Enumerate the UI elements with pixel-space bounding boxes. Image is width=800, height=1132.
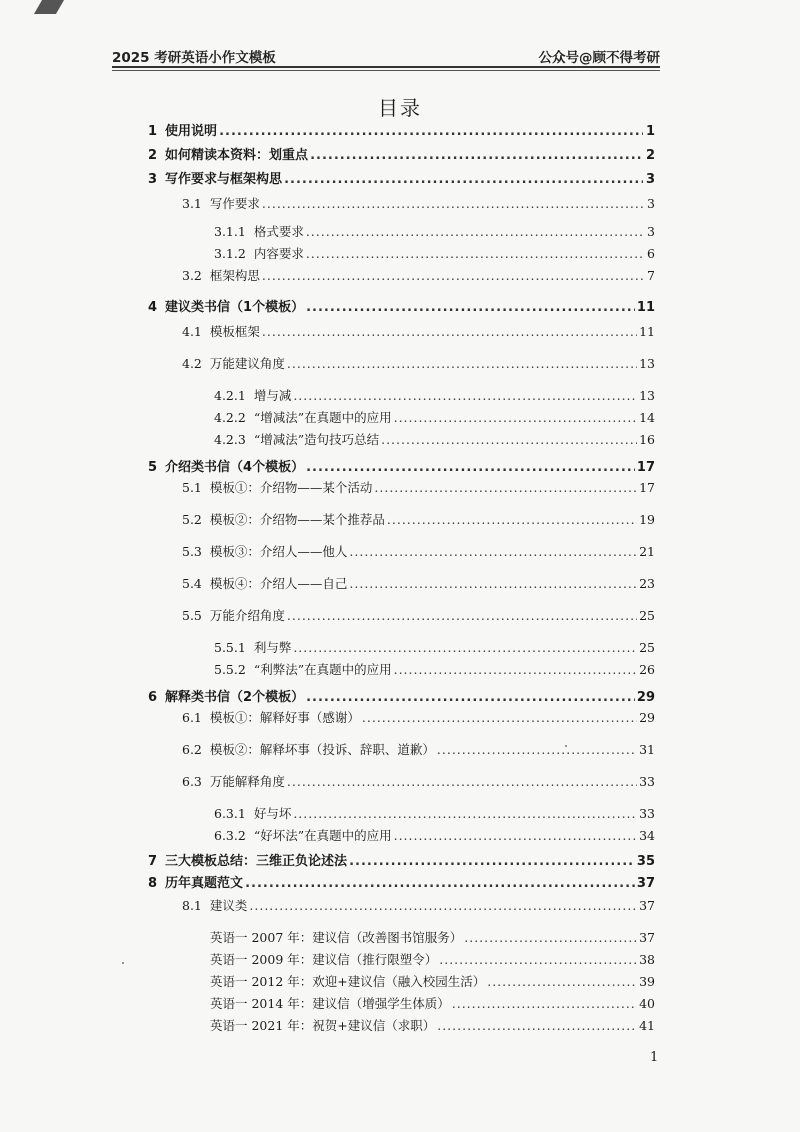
toc-entry[interactable]	[210, 1016, 655, 1036]
toc-entry-title: 模板③：介绍人——他人	[209, 544, 348, 559]
toc-leader-dots	[394, 660, 638, 680]
toc-entry[interactable]	[210, 972, 655, 992]
header-divider-thin	[112, 70, 660, 71]
toc-entry-title: 英语一 2012 年：欢迎+建议信（融入校园生活）	[210, 974, 486, 989]
toc-entry[interactable]	[214, 244, 655, 264]
toc-entry-number: 2	[148, 148, 158, 163]
page-number: 1	[650, 1050, 659, 1065]
toc-entry[interactable]	[214, 222, 655, 242]
toc-entry-title: 英语一 2009 年：建议信（推行限塑令）	[210, 952, 438, 967]
toc-entry-page: 33	[639, 774, 655, 789]
toc-entry-page: 29	[636, 690, 655, 705]
toc-entry-title: 模板①：介绍物——某个活动	[209, 480, 373, 495]
toc-leader-dots	[262, 194, 643, 214]
toc-entry[interactable]	[214, 386, 655, 406]
toc-entry[interactable]	[182, 708, 655, 728]
toc-entry-page: 13	[639, 356, 655, 371]
toc-entry-number: 4.2.1	[214, 388, 246, 403]
toc-entry-page: 3	[645, 172, 655, 187]
toc-entry-page: 17	[639, 480, 655, 495]
toc-entry-page: 31	[639, 742, 655, 757]
toc-entry[interactable]	[182, 542, 655, 562]
toc-entry[interactable]	[210, 928, 655, 948]
toc-entry-number: 6.3.1	[214, 806, 246, 821]
toc-entry[interactable]	[214, 804, 655, 824]
toc-entry-number: 3.1.2	[214, 246, 246, 261]
toc-entry-number: 6.3.2	[214, 828, 246, 843]
toc-leader-dots	[349, 542, 637, 562]
toc-entry[interactable]	[182, 606, 655, 626]
toc-entry[interactable]	[148, 146, 655, 166]
toc-entry-page: 13	[639, 388, 655, 403]
toc-leader-dots	[249, 896, 637, 916]
toc-entry[interactable]	[182, 740, 655, 760]
header-left-title: 2025 考研英语小作文模板	[112, 50, 276, 66]
toc-leader-dots	[219, 122, 643, 142]
toc-entry[interactable]	[182, 478, 655, 498]
toc-entry-number: 4.2	[182, 356, 202, 371]
toc-entry[interactable]	[210, 950, 655, 970]
toc-leader-dots	[374, 478, 637, 498]
toc-entry-number: 5.5.1	[214, 640, 246, 655]
toc-leader-dots	[306, 222, 643, 242]
toc-leader-dots	[437, 1016, 637, 1036]
toc-title: 目录	[378, 96, 422, 120]
toc-entry-number: 5.5.2	[214, 662, 246, 677]
toc-entry-number: 3.2	[182, 268, 202, 283]
toc-entry-title: 内容要求	[253, 246, 304, 261]
toc-entry-number: 6	[148, 690, 158, 705]
toc-entry-number: 4.2.2	[214, 410, 246, 425]
toc-entry[interactable]	[182, 510, 655, 530]
running-header	[112, 42, 660, 66]
toc-entry-number: 4.1	[182, 324, 202, 339]
toc-entry-page: 21	[639, 544, 655, 559]
toc-entry-title: 模板①：解释好事（感谢）	[209, 710, 360, 725]
toc-entry-number: 6.3	[182, 774, 202, 789]
toc-entry-page: 3	[647, 196, 655, 211]
toc-entry-title: 好与坏	[253, 806, 292, 821]
toc-entry[interactable]	[148, 688, 655, 708]
toc-entry-title: 框架构思	[209, 268, 260, 283]
toc-entry-page: 23	[639, 576, 655, 591]
toc-entry-title: 英语一 2021 年：祝贺+建议信（求职）	[210, 1018, 436, 1033]
toc-leader-dots	[487, 972, 637, 992]
toc-entry-title: 万能建议角度	[209, 356, 285, 371]
toc-leader-dots	[306, 298, 635, 318]
toc-leader-dots	[394, 408, 638, 428]
toc-entry-page: 16	[639, 432, 655, 447]
toc-entry-page: 33	[639, 806, 655, 821]
scan-corner-mark	[34, 0, 64, 14]
toc-entry-title: 解释类书信（2个模板）	[165, 690, 305, 705]
toc-entry[interactable]	[214, 638, 655, 658]
scan-speck	[565, 745, 567, 747]
toc-leader-dots	[306, 688, 635, 708]
toc-leader-dots	[293, 386, 637, 406]
toc-entry-page: 26	[639, 662, 655, 677]
toc-entry-number: 6.1	[182, 710, 202, 725]
toc-entry-page: 35	[636, 854, 655, 869]
toc-entry-title: 写作要求与框架构思	[165, 172, 283, 187]
toc-leader-dots	[362, 708, 637, 728]
toc-entry-page: 38	[639, 952, 655, 967]
toc-leader-dots	[349, 574, 637, 594]
toc-leader-dots	[287, 354, 637, 374]
header-divider	[112, 66, 660, 68]
toc-entry-number: 4	[148, 300, 158, 315]
toc-entry[interactable]	[182, 574, 655, 594]
toc-entry-number: 4.2.3	[214, 432, 246, 447]
toc-leader-dots	[287, 772, 637, 792]
toc-leader-dots	[245, 874, 635, 894]
toc-entry-title: “利弊法”在真题中的应用	[253, 662, 392, 677]
toc-entry-page: 3	[647, 224, 655, 239]
toc-entry-title: 建议类书信（1个模板）	[165, 300, 305, 315]
toc-leader-dots	[306, 244, 643, 264]
toc-entry-title: 利与弊	[253, 640, 292, 655]
toc-entry-page: 37	[639, 930, 655, 945]
toc-entry-title: 建议类	[209, 898, 248, 913]
toc-entry-page: 2	[645, 148, 655, 163]
toc-entry-page: 29	[639, 710, 655, 725]
toc-entry-number: 5.2	[182, 512, 202, 527]
toc-entry-page: 25	[639, 608, 655, 623]
toc-entry[interactable]	[148, 852, 655, 872]
toc-entry[interactable]	[148, 170, 655, 190]
toc-entry-page: 1	[645, 124, 655, 139]
toc-leader-dots	[293, 804, 637, 824]
toc-entry[interactable]	[148, 874, 655, 894]
toc-entry[interactable]	[182, 322, 655, 342]
toc-entry-title: 万能解释角度	[209, 774, 285, 789]
toc-entry-title: 如何精读本资料：划重点	[165, 148, 309, 163]
toc-leader-dots	[287, 606, 637, 626]
toc-entry-page: 11	[636, 300, 655, 315]
toc-entry-title: 英语一 2007 年：建议信（改善图书馆服务）	[210, 930, 463, 945]
toc-entry-title: 模板④：介绍人——自己	[209, 576, 348, 591]
toc-entry-title: “好坏法”在真题中的应用	[253, 828, 392, 843]
toc-entry-title: 三大模板总结：三维正负论述法	[165, 854, 348, 869]
toc-entry-page: 7	[647, 268, 655, 283]
toc-entry-number: 5	[148, 460, 158, 475]
toc-entry-page: 34	[639, 828, 655, 843]
toc-entry[interactable]	[214, 430, 655, 450]
toc-entry[interactable]	[214, 660, 655, 680]
toc-entry-page: 19	[639, 512, 655, 527]
toc-entry[interactable]	[148, 298, 655, 318]
toc-entry[interactable]	[148, 122, 655, 142]
toc-entry-title: 格式要求	[253, 224, 304, 239]
toc-leader-dots	[293, 638, 637, 658]
toc-entry-title: 模板②：介绍物——某个推荐品	[209, 512, 385, 527]
toc-leader-dots	[284, 170, 643, 190]
toc-entry-title: 介绍类书信（4个模板）	[165, 460, 305, 475]
toc-entry-page: 17	[636, 460, 655, 475]
toc-entry-number: 5.1	[182, 480, 202, 495]
toc-entry-page: 41	[639, 1018, 655, 1033]
toc-entry[interactable]	[182, 194, 655, 214]
toc-entry-title: 历年真题范文	[165, 876, 244, 891]
toc-entry-page: 37	[636, 876, 655, 891]
toc-entry-number: 1	[148, 124, 158, 139]
toc-leader-dots	[464, 928, 637, 948]
toc-entry-number: 5.3	[182, 544, 202, 559]
toc-leader-dots	[381, 430, 637, 450]
toc-leader-dots	[306, 458, 635, 478]
toc-entry-page: 25	[639, 640, 655, 655]
toc-leader-dots	[262, 322, 637, 342]
toc-entry-number: 3.1	[182, 196, 202, 211]
toc-entry-number: 3	[148, 172, 158, 187]
toc-leader-dots	[394, 826, 638, 846]
toc-leader-dots	[349, 852, 635, 872]
toc-entry-title: 模板框架	[209, 324, 260, 339]
toc-entry-page: 37	[639, 898, 655, 913]
toc-entry[interactable]	[210, 994, 655, 1014]
toc-entry-number: 8	[148, 876, 158, 891]
toc-entry-title: 模板②：解释坏事（投诉、辞职、道歉）	[209, 742, 435, 757]
toc-leader-dots	[437, 740, 637, 760]
toc-entry-number: 3.1.1	[214, 224, 246, 239]
toc-entry[interactable]	[182, 772, 655, 792]
toc-entry-number: 7	[148, 854, 158, 869]
toc-entry[interactable]	[182, 266, 655, 286]
toc-entry-title: 万能介绍角度	[209, 608, 285, 623]
toc-entry[interactable]	[182, 896, 655, 916]
toc-entry-number: 8.1	[182, 898, 202, 913]
toc-entry[interactable]	[214, 826, 655, 846]
toc-entry-page: 11	[639, 324, 655, 339]
header-right-account: 公众号@顾不得考研	[538, 50, 660, 66]
toc-leader-dots	[452, 994, 637, 1014]
toc-leader-dots	[262, 266, 643, 286]
toc-entry-title: “增减法”造句技巧总结	[253, 432, 380, 447]
toc-entry-title: “增减法”在真题中的应用	[253, 410, 392, 425]
toc-entry-page: 14	[639, 410, 655, 425]
toc-entry-page: 39	[639, 974, 655, 989]
toc-entry-title: 使用说明	[165, 124, 218, 139]
toc-entry-number: 6.2	[182, 742, 202, 757]
toc-entry-number: 5.5	[182, 608, 202, 623]
toc-entry-title: 增与减	[253, 388, 292, 403]
toc-entry-number: 5.4	[182, 576, 202, 591]
scan-speck	[122, 962, 124, 964]
toc-entry-page: 40	[639, 996, 655, 1011]
toc-entry[interactable]	[148, 458, 655, 478]
toc-entry[interactable]	[182, 354, 655, 374]
toc-entry-title: 英语一 2014 年：建议信（增强学生体质）	[210, 996, 450, 1011]
toc-leader-dots	[439, 950, 637, 970]
toc-leader-dots	[387, 510, 637, 530]
toc-entry[interactable]	[214, 408, 655, 428]
toc-entry-title: 写作要求	[209, 196, 260, 211]
toc-entry-page: 6	[647, 246, 655, 261]
toc-leader-dots	[310, 146, 643, 166]
